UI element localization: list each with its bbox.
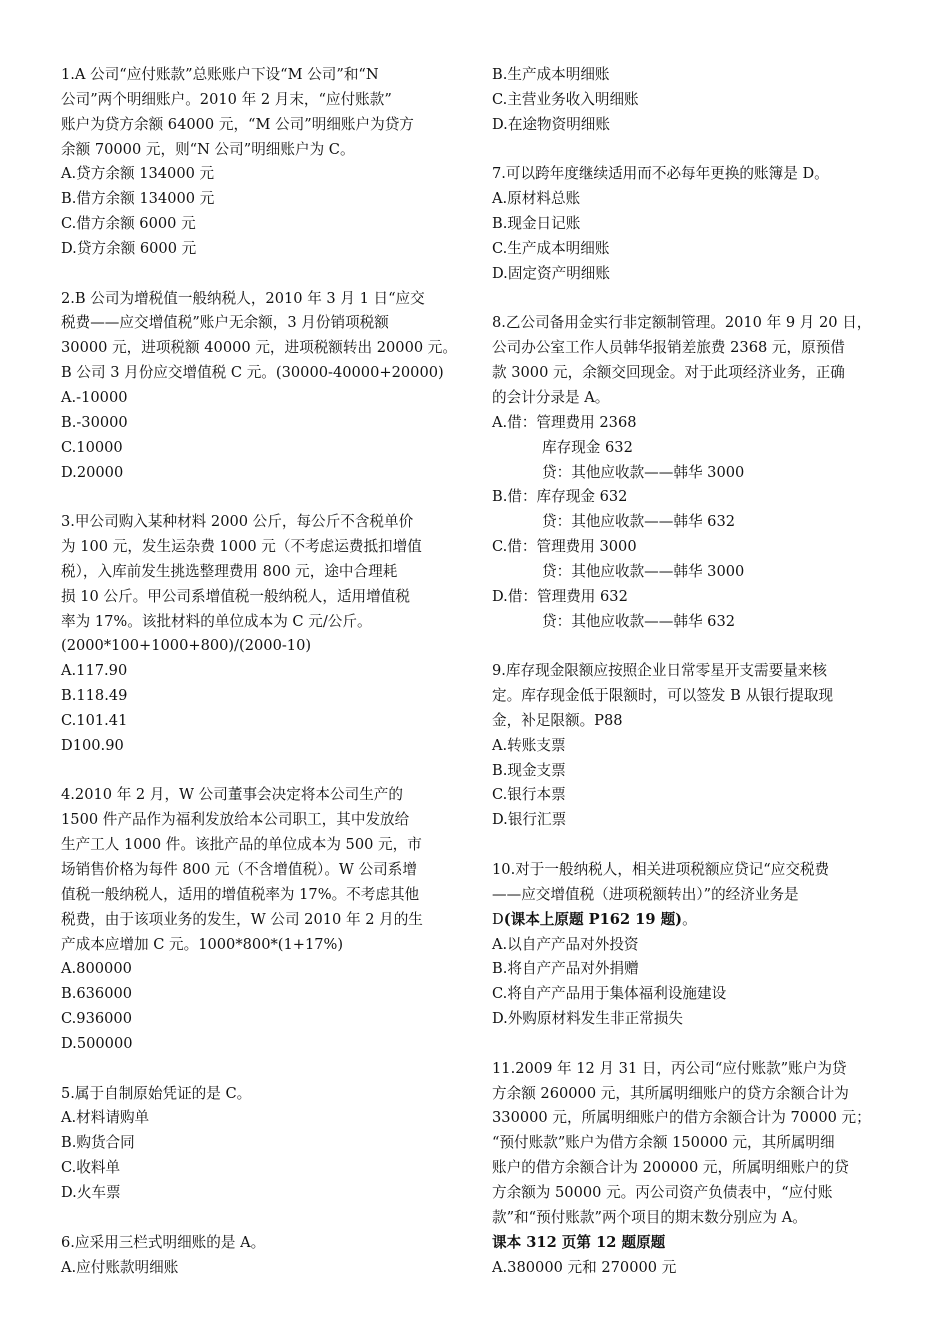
paragraph-gap xyxy=(492,634,892,659)
text-line: 330000 元，所属明细账户的借方余额合计为 70000 元； xyxy=(492,1109,871,1127)
text-line: “预付账款”账户为借方余额 150000 元，其所属明细 xyxy=(492,1134,835,1152)
paragraph-gap xyxy=(492,1032,892,1057)
text-line: D.贷方余额 6000 元 xyxy=(61,239,197,257)
text-line: 为 100 元，发生运杂费 1000 元（不考虑运费抵扣增值 xyxy=(61,538,422,556)
text-line: B.购货合同 xyxy=(61,1134,135,1152)
text-line: 2.B 公司为增税值一般纳税人，2010 年 3 月 1 日“应交 xyxy=(61,289,425,307)
paragraph-gap xyxy=(61,1206,459,1231)
text-line: B.-30000 xyxy=(61,413,128,431)
text-line: 账户为贷方余额 64000 元，“M 公司”明细账户为贷方 xyxy=(61,115,414,133)
text-line: D.银行汇票 xyxy=(492,811,567,829)
text-line: 30000 元，进项税额 40000 元，进项税额转出 20000 元。 xyxy=(61,339,457,357)
text-line: 8.乙公司备用金实行非定额制管理。2010 年 9 月 20 日， xyxy=(492,314,872,332)
text-line: C.10000 xyxy=(61,438,123,456)
text-line: A.转账支票 xyxy=(492,736,566,754)
text-line: B.118.49 xyxy=(61,687,128,705)
text-line: 税费，由于该项业务的发生，W 公司 2010 年 2 月的生 xyxy=(61,910,423,928)
text-line: A.借：管理费用 2368 xyxy=(492,413,637,431)
text-line: D.500000 xyxy=(61,1034,133,1052)
text-line: C.101.41 xyxy=(61,711,128,729)
paragraph-gap xyxy=(492,138,892,163)
text-line: D.在途物资明细账 xyxy=(492,115,610,133)
paragraph-gap xyxy=(61,1057,459,1082)
text-line: C.借：管理费用 3000 xyxy=(492,538,637,556)
text-line: B.将自产产品对外捐赠 xyxy=(492,960,639,978)
right-column xyxy=(492,63,892,1280)
text-line: 率为 17%。该批材料的单位成本为 C 元/公斤。 xyxy=(61,612,372,630)
text-line: A.原材料总账 xyxy=(492,190,581,208)
text-line: 公司”两个明细账户。2010 年 2 月末，“应付账款” xyxy=(61,90,392,108)
text-line: 款”和“预付账款”两个项目的期末数分别应为 A。 xyxy=(492,1208,807,1226)
text-line: 1500 件产品作为福利发放给本公司职工，其中发放给 xyxy=(61,811,410,829)
paragraph-gap xyxy=(61,485,459,510)
text-line: A.800000 xyxy=(61,960,132,978)
text-line: C.将自产产品用于集体福利设施建设 xyxy=(492,985,727,1003)
text-line: C.生产成本明细账 xyxy=(492,239,610,257)
text-line: A.380000 元和 270000 元 xyxy=(492,1258,677,1276)
left-column xyxy=(61,63,459,1280)
text-line: 产成本应增加 C 元。1000*800*(1+17%) xyxy=(61,935,344,953)
text-line: A.贷方余额 134000 元 xyxy=(61,165,215,183)
text-line: 款 3000 元，余额交回现金。对于此项经济业务，正确 xyxy=(492,364,845,382)
text-line: B.生产成本明细账 xyxy=(492,66,610,83)
text-line: C.936000 xyxy=(61,1010,132,1028)
text-line: 账户的借方余额合计为 200000 元，所属明细账户的贷 xyxy=(492,1159,849,1177)
text-line: C.银行本票 xyxy=(492,786,566,804)
text-line: C.主营业务收入明细账 xyxy=(492,90,639,108)
text-line: 值税一般纳税人，适用的增值税率为 17%。不考虑其他 xyxy=(61,885,420,903)
text-line: 6.应采用三栏式明细账的是 A。 xyxy=(61,1233,266,1251)
text-line: 贷：其他应收款——韩华 632 xyxy=(542,612,736,630)
text-line: 贷：其他应收款——韩华 632 xyxy=(542,513,736,531)
text-line: B.现金日记账 xyxy=(492,215,581,233)
text-line: 5.属于自制原始凭证的是 C。 xyxy=(61,1084,252,1102)
text-line: 7.可以跨年度继续适用而不必每年更换的账簿是 D。 xyxy=(492,165,829,183)
text-line: A.117.90 xyxy=(61,662,128,680)
text-line: 10.对于一般纳税人，相关进项税额应贷记“应交税费 xyxy=(492,861,830,878)
text-line: 的会计分录是 A。 xyxy=(492,388,610,406)
text-line: 税），入库前发生挑选整理费用 800 元，途中合理耗 xyxy=(61,562,398,580)
text-line: A.以自产产品对外投资 xyxy=(492,935,639,953)
text-line: B.现金支票 xyxy=(492,761,566,779)
text-line: 4.2010 年 2 月，W 公司董事会决定将本公司生产的 xyxy=(61,786,403,804)
text-line: D.20000 xyxy=(61,463,124,481)
text-line: 课本 312 页第 12 题原题 xyxy=(492,1233,666,1251)
text-line: A.应付账款明细账 xyxy=(61,1258,179,1276)
text-line: 库存现金 632 xyxy=(542,438,633,456)
text-line: D.火车票 xyxy=(61,1183,121,1201)
text-line: B.借：库存现金 632 xyxy=(492,488,628,506)
text-line: (2000*100+1000+800)/(2000-10) xyxy=(61,637,312,655)
paragraph-gap xyxy=(61,759,459,784)
text-line: D.固定资产明细账 xyxy=(492,264,610,282)
text-line: D100.90 xyxy=(61,736,124,754)
text-line: 场销售价格为每件 800 元（不含增值税）。W 公司系增 xyxy=(61,861,417,878)
text-line: 生产工人 1000 件。该批产品的单位成本为 500 元，市 xyxy=(61,836,422,854)
text-line: 3.甲公司购入某种材料 2000 公斤，每公斤不含税单价 xyxy=(61,513,414,531)
text-line: 定。库存现金低于限额时，可以签发 B 从银行提取现 xyxy=(492,687,834,705)
text-line: B 公司 3 月份应交增值税 C 元。(30000-40000+20000) xyxy=(61,364,444,382)
text-line: D.借：管理费用 632 xyxy=(492,587,628,605)
paragraph-gap xyxy=(492,833,892,858)
text-line: D(课本上原题 P162 19 题)。 xyxy=(492,910,697,928)
paragraph-gap xyxy=(492,287,892,312)
text-line: 公司办公室工作人员韩华报销差旅费 2368 元，原预借 xyxy=(492,339,845,357)
paragraph-gap xyxy=(61,262,459,287)
text-line: A.-10000 xyxy=(61,388,128,406)
text-line: C.收料单 xyxy=(61,1159,121,1177)
text-line: 税费——应交增值税”账户无余额，3 月份销项税额 xyxy=(61,314,389,332)
text-line: 贷：其他应收款——韩华 3000 xyxy=(542,463,745,481)
text-line: 9.库存现金限额应按照企业日常零星开支需要量来核 xyxy=(492,662,827,680)
text-line: 余额 70000 元，则“N 公司”明细账户为 C。 xyxy=(61,140,355,158)
text-line: 金，补足限额。P88 xyxy=(492,711,623,729)
text-line: 11.2009 年 12 月 31 日，丙公司“应付账款”账户为贷 xyxy=(492,1059,847,1077)
text-line: ——应交增值税（进项税额转出）”的经济业务是 xyxy=(492,885,799,903)
text-line: 方余额为 50000 元。丙公司资产负债表中，“应付账 xyxy=(492,1183,833,1201)
text-line: 1.A 公司“应付账款”总账账户下设“M 公司”和“N xyxy=(61,66,379,83)
text-line: B.636000 xyxy=(61,985,133,1003)
text-line: A.材料请购单 xyxy=(61,1109,150,1127)
text-line: 方余额 260000 元，其所属明细账户的贷方余额合计为 xyxy=(492,1084,849,1102)
text-line: D.外购原材料发生非正常损失 xyxy=(492,1010,683,1028)
text-line: B.借方余额 134000 元 xyxy=(61,190,215,208)
text-line: C.借方余额 6000 元 xyxy=(61,215,196,233)
text-line: 贷：其他应收款——韩华 3000 xyxy=(542,562,745,580)
text-line: 损 10 公斤。甲公司系增值税一般纳税人，适用增值税 xyxy=(61,587,410,605)
